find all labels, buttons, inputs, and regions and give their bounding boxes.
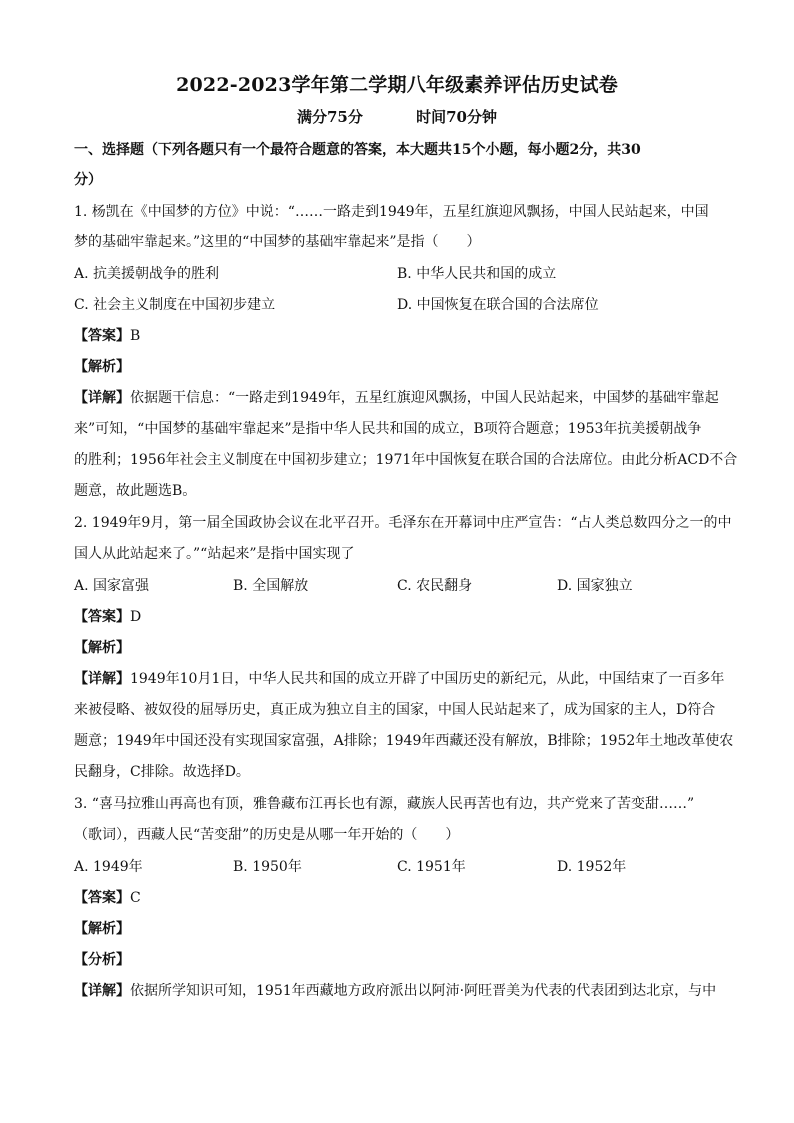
- q1-stem-line2: 梦的基础牢靠起来。”这里的“中国梦的基础牢靠起来”是指（ ）: [74, 234, 481, 250]
- q3-option-a: A. 1949年: [74, 859, 143, 875]
- q1-detail-line4: 题意，故此题选B。: [74, 483, 197, 499]
- section-heading-cont: 分）: [74, 172, 102, 188]
- q3-option-d: D. 1952年: [557, 859, 627, 875]
- q2-analysis-tag: 【解析】: [74, 640, 130, 656]
- q2-stem-line1: 2. 1949年9月，第一届全国政协会议在北平召开。毛泽东在开幕词中庄严宣告：“占人类总数四分之一的中: [74, 515, 732, 531]
- q3-stem-line2: （歌词），西藏人民“苦变甜”的历史是从哪一年开始的（ ）: [74, 827, 460, 843]
- q2-answer: [74, 607, 724, 627]
- q2-detail-line4: 民翻身，C排除。故选择D。: [74, 764, 250, 780]
- q1-option-a: A. 抗美援朝战争的胜利: [74, 266, 220, 282]
- q3-detail-line1: [74, 981, 724, 1001]
- q2-stem-line2: 国人从此站起来了。”“站起来”是指中国实现了: [74, 546, 355, 562]
- answer-tag: 【答案】: [74, 609, 130, 625]
- score-label: 满分75分: [297, 108, 363, 126]
- q3-detail-text: 依据所学知识可知，1951年西藏地方政府派出以阿沛·阿旺晋美为代表的代表团到达北京，与中: [130, 983, 717, 999]
- q3-fenxi-tag: 【分析】: [74, 952, 130, 968]
- q1-answer: [74, 326, 724, 346]
- q2-detail-line1: [74, 669, 724, 689]
- q3-option-c: C. 1951年: [397, 859, 466, 875]
- q1-option-b: B. 中华人民共和国的成立: [397, 266, 557, 282]
- q2-option-a: A. 国家富强: [74, 578, 150, 594]
- q2-option-c: C. 农民翻身: [397, 578, 473, 594]
- q2-option-b: B. 全国解放: [233, 578, 309, 594]
- q3-analysis-tag: 【解析】: [74, 921, 130, 937]
- time-label: 时间70分钟: [416, 108, 497, 126]
- q3-answer-value: C: [130, 890, 141, 906]
- q1-detail-text: 依据题干信息：“一路走到1949年，五星红旗迎风飘扬，中国人民站起来，中国梦的基础牢靠起: [130, 390, 719, 406]
- exam-info: [0, 106, 794, 127]
- q3-answer: [74, 888, 724, 908]
- answer-tag: 【答案】: [74, 890, 130, 906]
- answer-tag: 【答案】: [74, 328, 130, 344]
- q1-stem-line1: 1. 杨凯在《中国梦的方位》中说：“……一路走到1949年，五星红旗迎风飘扬，中国人民站起来，中国: [74, 204, 709, 220]
- q2-answer-value: D: [130, 609, 142, 625]
- q1-detail-line1: [74, 388, 724, 408]
- q2-detail-line2: 来被侵略、被奴役的屈辱历史，真正成为独立自主的国家，中国人民站起来了，成为国家的主人，D符合: [74, 702, 716, 718]
- q3-option-b: B. 1950年: [233, 859, 302, 875]
- q1-answer-value: B: [130, 328, 141, 344]
- q1-detail-line3: 的胜利；1956年社会主义制度在中国初步建立；1971年中国恢复在联合国的合法席位。由此分析ACD不合: [74, 452, 738, 468]
- q1-option-c: C. 社会主义制度在中国初步建立: [74, 297, 276, 313]
- q1-option-d: D. 中国恢复在联合国的合法席位: [397, 297, 599, 313]
- q2-option-d: D. 国家独立: [557, 578, 633, 594]
- detail-tag: 【详解】: [74, 983, 130, 999]
- detail-tag: 【详解】: [74, 671, 130, 687]
- page-title: 2022-2023学年第二学期八年级素养评估历史试卷: [176, 74, 618, 96]
- q2-detail-text: 1949年10月1日，中华人民共和国的成立开辟了中国历史的新纪元，从此，中国结束了一百多年: [130, 671, 725, 687]
- section-heading: 一、选择题（下列各题只有一个最符合题意的答案，本大题共15个小题，每小题2分，共30: [74, 142, 641, 158]
- q3-stem-line1: 3. “喜马拉雅山再高也有顶，雅鲁藏布江再长也有源，藏族人民再苦也有边，共产党来了苦变甜……”: [74, 796, 695, 812]
- detail-tag: 【详解】: [74, 390, 130, 406]
- q1-analysis-tag: 【解析】: [74, 359, 130, 375]
- q1-detail-line2: 来”可知，“中国梦的基础牢靠起来”是指中华人民共和国的成立，B项符合题意；1953年抗美援朝战争: [74, 421, 702, 437]
- q2-detail-line3: 题意；1949年中国还没有实现国家富强，A排除；1949年西藏还没有解放，B排除；1952年土地改革使农: [74, 733, 734, 749]
